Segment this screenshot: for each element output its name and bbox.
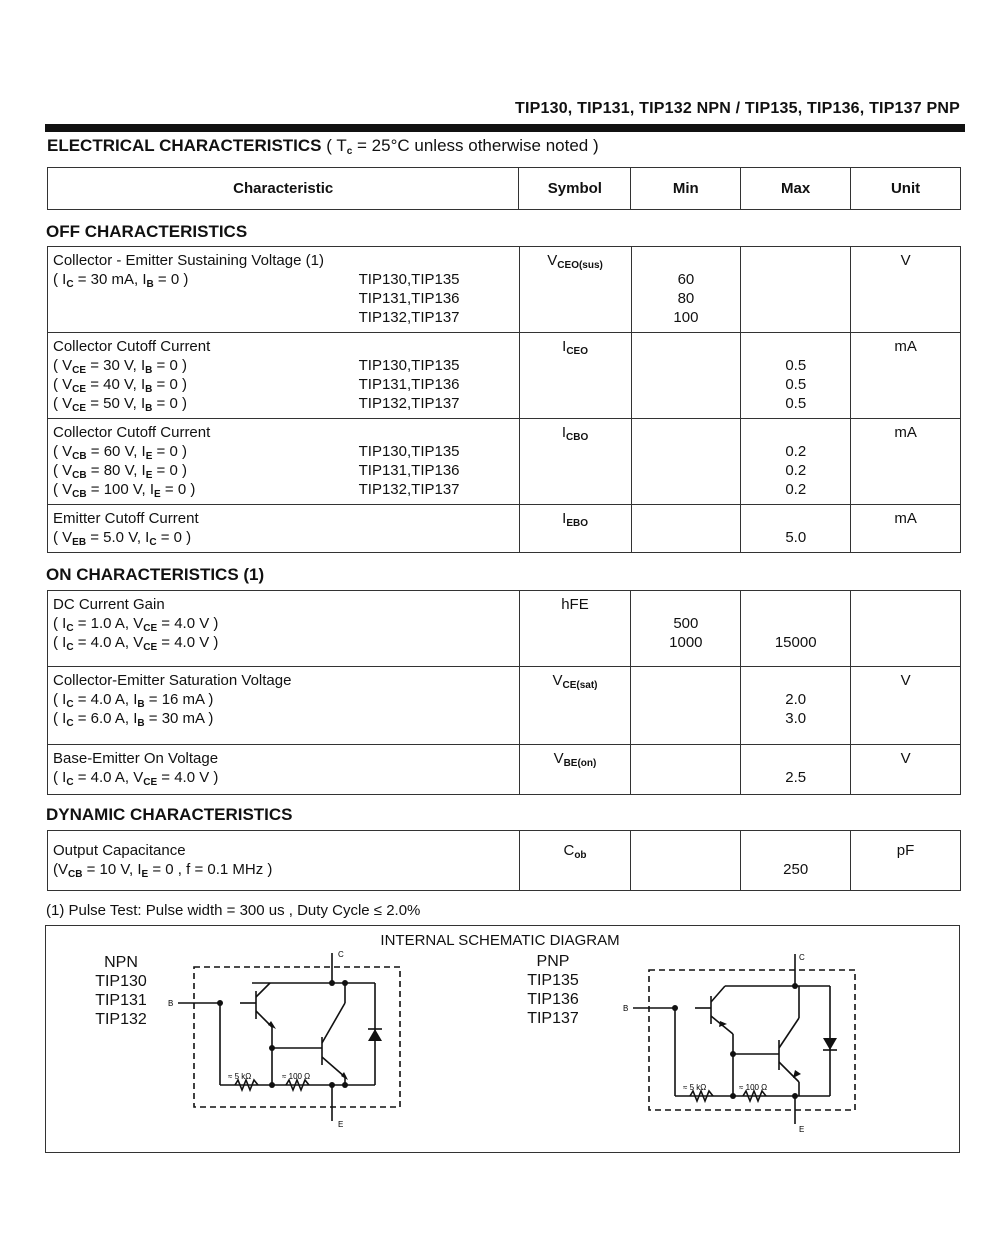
page-title	[47, 136, 599, 157]
table-row: Output Capacitance ($V_{CB} = 10$ V, $I_E = 0$ , f = 0.1 MHz ) $C_{ob}$ 250 pF	[48, 831, 961, 891]
section-off: OFF CHARACTERISTICS	[46, 222, 248, 241]
off-characteristics-table	[47, 246, 961, 553]
table-row: DC Current Gain ( $I_C = 1.0$ A, $V_{CE} = 4.0$ V ) ( $I_C = 4.0$ A, $V_{CE} = 4.0$ V ) hFE 500 1000 15000	[48, 591, 961, 667]
header-rule	[45, 124, 965, 132]
table-row: Collector Cutoff Current ( $V_{CE} = 30$ V, $I_B = 0$ ) ( $V_{CE} = 40$ V, $I_B = 0$ ) ( $V_{CE} = 50$ V, $I_B = 0$ ) TIP130,TIP135 TIP131,TIP136 TIP132,TIP137 $I_{CEO}$ 0.5 0.5 0.5 mA	[48, 333, 961, 419]
row-name: Collector - Emitter Sustaining Voltage (1)	[53, 252, 324, 269]
pnp-circuit-diagram	[615, 948, 875, 1138]
npn-circuit-diagram	[160, 945, 420, 1135]
row-symbol: $V_{CEO(sus)}$	[547, 252, 603, 271]
part-numbers-header: TIP130, TIP131, TIP132 NPN / TIP135, TIP136, TIP137 PNP	[515, 100, 960, 117]
table-row: Base-Emitter On Voltage ( $I_C = 4.0$ A, $V_{CE} = 4.0$ V ) $V_{BE(on)}$ 2.5 V	[48, 745, 961, 795]
schematic-title: INTERNAL SCHEMATIC DIAGRAM	[380, 932, 620, 949]
npn-emitter-label: E	[338, 1120, 344, 1129]
col-max: Max	[741, 168, 851, 210]
title-condition: ( $T_c = 25^\circ C$ unless otherwise noted )	[326, 136, 599, 157]
pnp-collector-label: C	[799, 953, 805, 962]
pnp-device-list: PNP TIP135 TIP136 TIP137	[527, 953, 579, 1027]
footnote: (1) Pulse Test: Pulse width = 300 us , Duty Cycle ≤ 2.0%	[46, 902, 421, 919]
col-symbol: Symbol	[519, 168, 631, 210]
table-row: Emitter Cutoff Current ( $V_{EB} = 5.0$ V, $I_C = 0$ ) $I_{EBO}$ 5.0 mA	[48, 505, 961, 553]
pnp-base-label: B	[623, 1004, 629, 1013]
pnp-emitter-label: E	[799, 1125, 805, 1134]
table-row: Collector - Emitter Sustaining Voltage (1) ( $I_C = 30$ mA, $I_B = 0$ ) TIP130,TIP135 TIP131,TIP136 TIP132,TIP137 $V_{CEO(sus)}$ 60 80 100 V	[48, 247, 961, 333]
table-row: Collector-Emitter Saturation Voltage ( $I_C = 4.0$ A, $I_B = 16$ mA ) ( $I_C = 6.0$ A, $I_B = 30$ mA ) $V_{CE(sat)}$ 2.0 3.0 V	[48, 667, 961, 745]
npn-r1-label: ≈ 5 kΩ	[228, 1072, 252, 1081]
npn-base-label: B	[168, 999, 174, 1008]
pnp-r2-label: ≈ 100 Ω	[739, 1083, 768, 1092]
title-text: ELECTRICAL CHARACTERISTICS	[47, 136, 322, 155]
col-unit: Unit	[851, 168, 961, 210]
dynamic-characteristics-table	[47, 830, 961, 891]
npn-r2-label: ≈ 100 Ω	[282, 1072, 311, 1081]
pnp-r1-label: ≈ 5 kΩ	[683, 1083, 707, 1092]
on-characteristics-table	[47, 590, 961, 795]
section-dynamic: DYNAMIC CHARACTERISTICS	[46, 805, 293, 824]
col-min: Min	[631, 168, 741, 210]
section-on: ON CHARACTERISTICS (1)	[46, 565, 265, 584]
npn-device-list: NPN TIP130 TIP131 TIP132	[95, 954, 147, 1028]
column-header-table	[47, 167, 961, 210]
col-characteristic: Characteristic	[48, 168, 519, 210]
row-condition: ( $I_C = 30$ mA, $I_B = 0$ )	[53, 271, 189, 290]
table-row: Collector Cutoff Current ( $V_{CB} = 60$ V, $I_E = 0$ ) ( $V_{CB} = 80$ V, $I_E = 0$ ) ( $V_{CB} = 100$ V, $I_E = 0$ ) TIP130,TIP135 TIP131,TIP136 TIP132,TIP137 $I_{CBO}$ 0.2 0.2 0.2 mA	[48, 419, 961, 505]
npn-collector-label: C	[338, 950, 344, 959]
